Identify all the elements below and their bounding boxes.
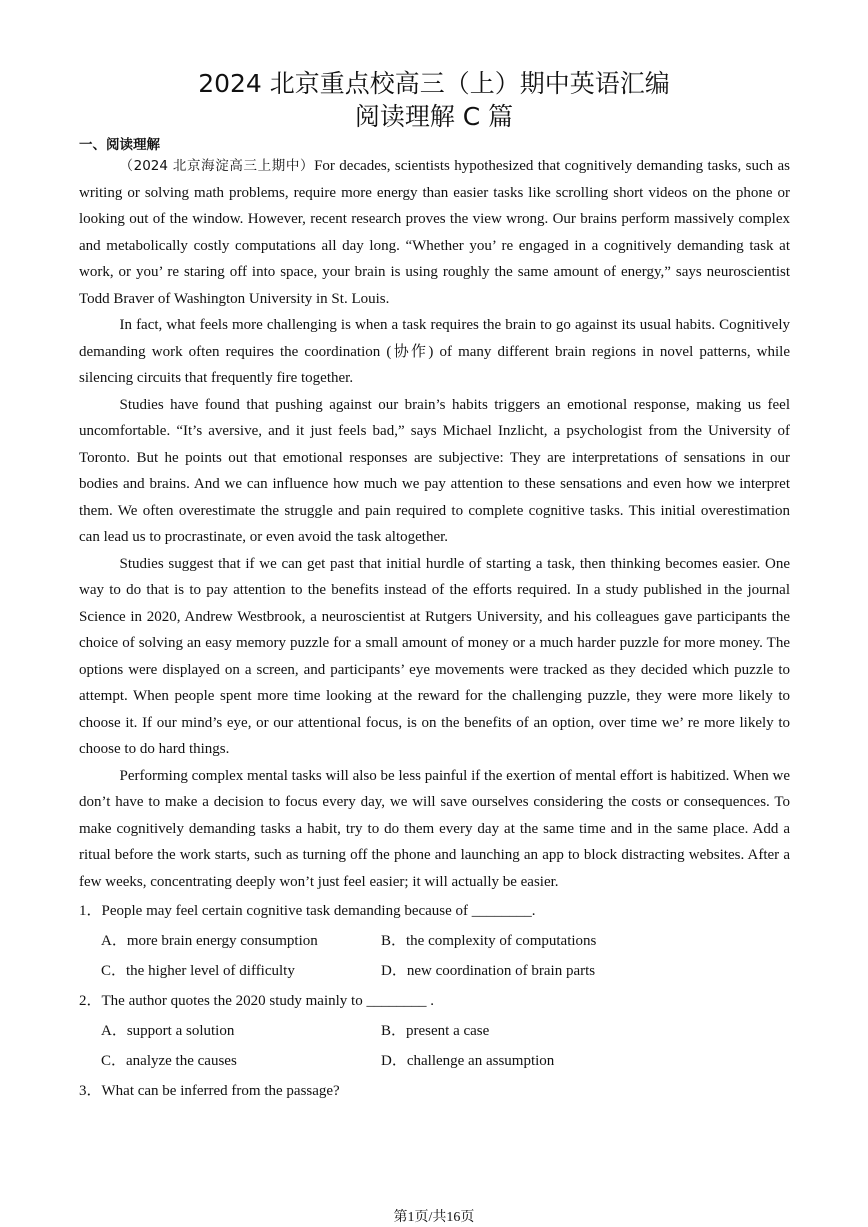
paragraph-text: For decades, scientists hypothesized that cognitively demanding tasks, such as writing or solving math problems, require more energy than easier tasks like scrolling short videos on the phone or looking out of the window. However, recent research proves the view wrong. Our brains perform massively complex and metabolically costly computations all day long. “Whether you’ re engaged in a cognitively demanding task at work, or you’ re staring off into space, your brain is using roughly the same amount of energy,” says neuroscientist Todd Braver of Washington University in St. Louis. (79, 158, 790, 307)
question-1-option-b: B．the complexity of computations (381, 933, 597, 949)
document-subtitle: 阅读理解 C 篇 (354, 102, 514, 131)
question-1-option-a: A．more brain energy consumption (101, 933, 318, 949)
passage-source: （2024 北京海淀高三上期中） (119, 158, 315, 174)
question-2-option-d: D．challenge an assumption (381, 1053, 555, 1069)
passage-paragraph-4: Studies suggest that if we can get past that initial hurdle of starting a task, then thinking becomes easier. One way to do that is to pay attention to the benefits instead of the efforts required. In a study published in the journal Science in 2020, Andrew Westbrook, a neuroscientist at Rutgers University, and his colleagues gave participants the choice of solving an easy memory puzzle for a small amount of money or a much harder puzzle for more money. The options were displayed on a screen, and participants’ eye movements were tracked as they decided which puzzle to attempt. When people spent more time looking at the reward for the challenging puzzle, they were more likely to choose it. If our mind’s eye, or our attentional focus, is on the benefits of an option, over time we’ re more likely to choose to do hard things. (79, 555, 790, 757)
passage-paragraph-2: In fact, what feels more challenging is when a task requires the brain to go against its usual habits. Cognitively demanding work often requires the coordination (协作) of many different brain regions in novel patterns, while silencing circuits that frequently fire together. (79, 317, 790, 386)
question-1-stem: 1．People may feel certain cognitive task demanding because of ________. (79, 903, 536, 919)
question-3-stem: 3．What can be inferred from the passage? (79, 1083, 340, 1099)
question-1-option-d: D．new coordination of brain parts (381, 963, 596, 979)
question-2-stem: 2．The author quotes the 2020 study mainly to ________ . (79, 993, 434, 1009)
question-1-option-c: C．the higher level of difficulty (101, 963, 295, 979)
section-heading: 一、阅读理解 (79, 137, 160, 153)
reading-passage (79, 153, 790, 895)
question-2-option-c: C．analyze the causes (101, 1053, 237, 1069)
passage-paragraph-1 (79, 153, 790, 312)
document-title: 2024 北京重点校高三（上）期中英语汇编 (198, 69, 670, 98)
passage-paragraph-3: Studies have found that pushing against our brain’s habits triggers an emotional response, making us feel uncomfortable. “It’s aversive, and it just feels bad,” says Michael Inzlicht, a psychologist from the University of Toronto. But he points out that emotional responses are subjective: They are interpretations of sensations in our bodies and brains. And we can influence how much we pay attention to these sensations and even how we interpret them. We often overestimate the struggle and pain required to complete cognitive tasks. This initial overestimation can lead us to procrastinate, or even avoid the task altogether. (79, 396, 790, 545)
page-footer: 第1页/共16页 (393, 1210, 475, 1225)
question-2-option-b: B．present a case (381, 1023, 490, 1039)
passage-paragraph-5: Performing complex mental tasks will also be less painful if the exertion of mental effort is habitized. When we don’t have to make a decision to focus every day, we will save ourselves considering the costs or consequences. To make cognitively demanding tasks a habit, try to do them every day at the same time and in the same place. Add a ritual before the work starts, such as turning off the phone and launching an app to block distracting websites. After a few weeks, concentrating deeply won’t just feel easier; it will actually be easier. (79, 767, 790, 890)
question-2-option-a: A．support a solution (101, 1023, 235, 1039)
